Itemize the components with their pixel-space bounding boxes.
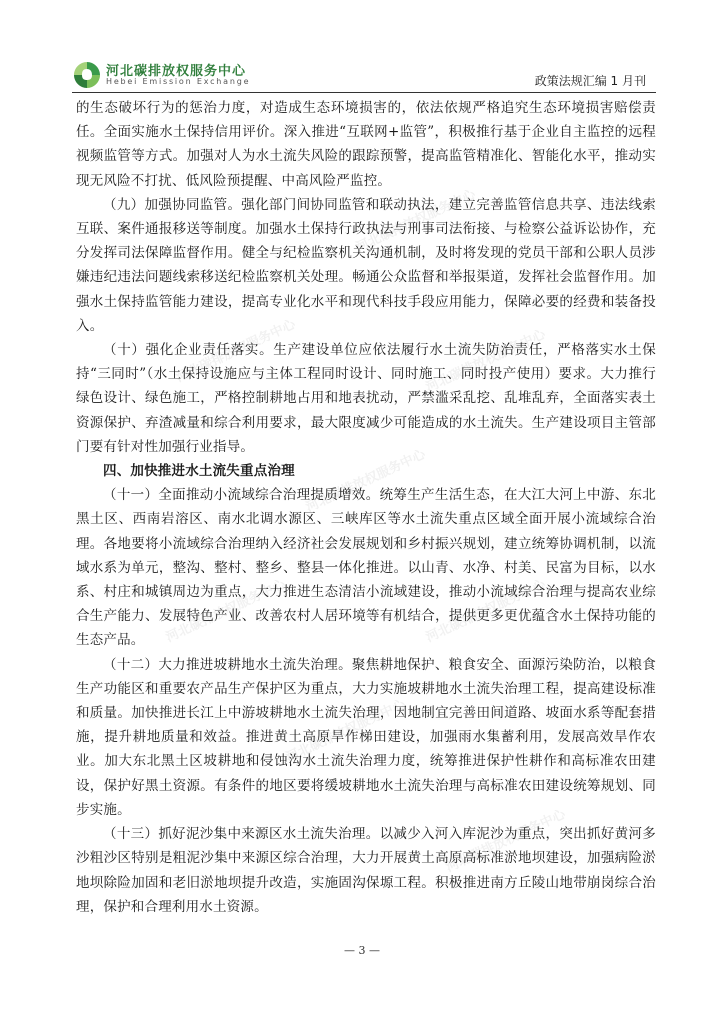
- watermark: 河北碳排放权服务中心: [303, 447, 428, 516]
- watermark: 河北碳排放权服务中心: [283, 697, 408, 766]
- watermark: 河北碳排放权服务中心: [163, 577, 288, 646]
- page-number: — 3 —: [344, 944, 380, 957]
- paragraph: （十一）全面推动小流域综合治理提质增效。统筹生产生活生态，在大江大河上中游、东北黑土区、西南岩溶区、南水北调水源区、三峡库区等水土流失重点区域全面开展小流域综合治理。各地要将小流域综合治理纳入经济社会发展规划和乡村振兴规划，建立统筹协调机制，以流域水系为单元，整沟、整村、整乡、整县一体化推进。以山青、水净、村美、民富为目标，以水系、村庄和城镇周边为重点，大力推进生态清洁小流域建设，推动小流域综合治理与提高农业综合生产能力、发展特色产业、改善农村人居环境等有机结合，提供更多更优蕴含水土保持功能的生态产品。: [76, 487, 656, 649]
- section-heading: 四、加快推进水土流失重点治理: [103, 463, 295, 480]
- watermark: 河北碳排放权服务中心: [423, 577, 548, 646]
- paragraph: 的生态破坏行为的惩治力度，对造成生态环境损害的，依法依规严格追究生态环境损害赔偿责任。全面实施水土保持信用评价。深入推进“互联网+监管”，积极推行基于企业自主监控的远程视频监管等方式。加强对人为水土流失风险的跟踪预警，提高监管精准化、智能化水平，推动实现无风险不打扰、低风险预提醒、中高风险严监控。: [76, 100, 656, 189]
- page-header: [0, 0, 724, 96]
- paragraph: （十）强化企业责任落实。生产建设单位应依法履行水土流失防治责任，严格落实水土保持“三同时”（水土保持设施应与主体工程同时设计、同时施工、同时投产使用）要求。大力推行绿色设计、绿色施工，严格控制耕地占用和地表扰动，严禁滥采乱挖、乱堆乱弃，全面落实表土资源保护、弃渣减量和综合利用要求，最大限度减少可能造成的水土流失。生产建设项目主管部门要有针对性加强行业指导。: [76, 342, 656, 455]
- watermark: 河北碳排放权服务中心: [443, 807, 568, 876]
- leaf-logo-icon: [72, 60, 102, 90]
- org-name-cn: 河北碳排放权服务中心: [106, 64, 247, 79]
- org-name-en: Hebei Emission Exchange: [106, 77, 251, 86]
- header-divider: [72, 92, 656, 93]
- watermark: 河北碳排放权服务中心: [173, 317, 298, 386]
- document-body: [76, 96, 656, 919]
- paragraph: （九）加强协同监管。强化部门间协同监管和联动执法，建立完善监管信息共享、违法线索互联、案件通报移送等制度。加强水土保持行政执法与刑事司法衔接、与检察公益诉讼协作，充分发挥司法保障监督作用。健全与纪检监察机关沟通机制，及时将发现的党员干部和公职人员涉嫌违纪违法问题线索移送纪检监察机关处理。畅通公众监督和举报渠道，发挥社会监督作用。加强水土保持监管能力建设，提高专业化水平和现代科技手段应用能力，保障必要的经费和装备投入。: [76, 196, 656, 334]
- publication-title: 政策法规汇编 1 月刊: [534, 74, 646, 88]
- paragraph: （十三）抓好泥沙集中来源区水土流失治理。以减少入河入库泥沙为重点，突出抓好黄河多沙粗沙区特别是粗泥沙集中来源区综合治理，大力开展黄土高原高标准淤地坝建设，加强病险淤地坝除险加固和老旧淤地坝提升改造，实施固沟保塬工程。积极推进南方丘陵山地带崩岗综合治理，保护和合理利用水土资源。: [76, 826, 656, 915]
- paragraph: （十二）大力推进坡耕地水土流失治理。聚焦耕地保护、粮食安全、面源污染防治，以粮食生产功能区和重要农产品生产保护区为重点，大力实施坡耕地水土流失治理工程，提高建设标准和质量。加快推进长江上中游坡耕地水土流失治理，因地制宜完善田间道路、坡面水系等配套措施，提升耕地质量和效益。推进黄土高原旱作梯田建设，加强雨水集蓄利用，发展高效旱作农业。加大东北黑土区坡耕地和侵蚀沟水土流失治理力度，统筹推进保护性耕作和高标准农田建设，保护好黑土资源。有条件的地区要将缓坡耕地水土流失治理与高标准农田建设统筹规划、同步实施。: [76, 656, 656, 818]
- watermark: 河北碳排放权服务中心: [423, 327, 548, 396]
- watermark: 河北碳排放权服务中心: [353, 187, 478, 256]
